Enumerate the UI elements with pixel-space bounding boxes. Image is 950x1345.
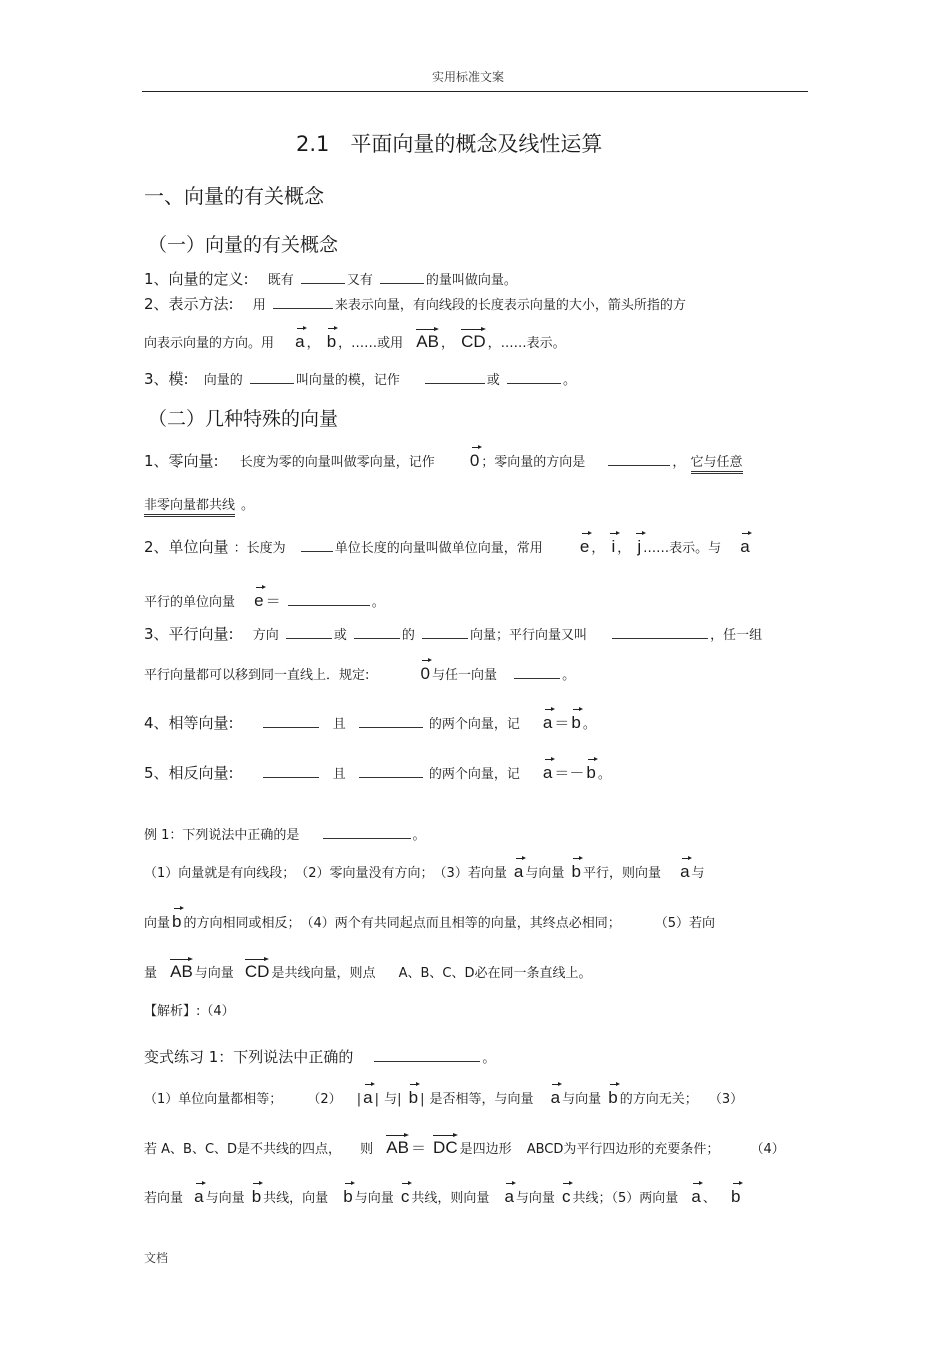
page-footer: 文档 (144, 1251, 169, 1265)
blank (263, 715, 319, 728)
example-1-line-3: 量 AB 与向量 CD 是共线向量，则点 A、B、C、D必在同一条直线上。 (144, 962, 592, 981)
zero-vector-line-2: 非零向量都共线 。 (144, 494, 254, 513)
blank (608, 453, 670, 466)
vector-b: b (730, 1187, 741, 1206)
vector-c: c (400, 1187, 410, 1206)
blank (507, 371, 561, 384)
section-heading: 一、向量的有关概念 (144, 184, 324, 208)
blank (359, 715, 423, 728)
subsection-heading-2: （二）几种特殊的向量 (148, 408, 339, 430)
vector-b: b (586, 763, 596, 782)
zero-vector-line: 1、零向量: 长度为零的向量叫做零向量，记作 0 ；零向量的方向是 ， 它与任意 (144, 450, 743, 471)
blank (301, 539, 333, 552)
vector-b: b (408, 1088, 419, 1107)
vector-b: b (571, 713, 581, 732)
definition-line: 1、向量的定义: 既有 又有 的量叫做向量。 (144, 270, 517, 288)
vector-a: a (740, 537, 750, 556)
vector-CD: CD (461, 332, 486, 351)
blank (263, 765, 319, 778)
unit-vector-line: 2、单位向量 ：长度为 单位长度的向量叫做单位向量，常用 e ， i ， j ……表示。与 a (144, 537, 750, 556)
modulus-line: 3、模: 向量的 叫向量的模，记作 或 。 (144, 370, 577, 388)
vector-c: c (562, 1187, 571, 1206)
example-1-answer: 【解析】:（4） (144, 1004, 235, 1019)
blank (374, 1049, 480, 1062)
vector-b: b (343, 1187, 353, 1206)
blank (250, 371, 294, 384)
representation-line: 2、表示方法: 用 来表示向量，有向线段的长度表示向量的大小，箭头所指的方 (144, 295, 686, 313)
vector-a: a (691, 1187, 701, 1206)
vector-e: e (579, 537, 590, 556)
vector-AB: AB (386, 1138, 409, 1157)
vector-AB: AB (170, 962, 193, 981)
variant-1-line-2: 若 A、B、C、D是不共线的四点， 则 AB ＝ DC 是四边形 ABCD为平行四边形的充要条件； （4） (144, 1138, 785, 1157)
doc-title: 2.1 平面向量的概念及线性运算 (296, 132, 603, 156)
blank (273, 296, 333, 309)
parallel-vector-line: 3、平行向量: 方向 或 的 向量；平行向量又叫 ，任一组 (144, 625, 763, 643)
vector-b: b (608, 1088, 618, 1107)
vector-i: i (611, 537, 616, 556)
blank (380, 271, 424, 284)
page-header: 实用标准文案 (432, 70, 505, 84)
blank (359, 765, 423, 778)
vector-a: a (542, 763, 553, 782)
blank (301, 271, 345, 284)
vector-a: a (550, 1088, 561, 1107)
zero-vector: 0 (469, 451, 480, 470)
opposite-vector-line: 5、相反向量: 且 的两个向量，记 a ＝－ b 。 (144, 763, 611, 782)
vector-a: a (542, 713, 553, 732)
variant-1-line-1: （1）单位向量都相等； （2） | a | 与| b | 是否相等，与向量 a 与向量 b 的方向无关； （3） (144, 1088, 744, 1107)
example-1-line-2: 向量 b 的方向相同或相反； （4）两个有共同起点而且相等的向量，其终点必相同； （5）若向 (144, 912, 716, 931)
vector-a: a (504, 1187, 514, 1206)
blank (425, 371, 485, 384)
vector-CD: CD (244, 962, 270, 981)
zero-vector: 0 (420, 664, 430, 683)
vector-AB: AB (416, 332, 439, 351)
blank (286, 626, 332, 639)
variant-1-question: 变式练习 1：下列说法中正确的 。 (144, 1048, 496, 1066)
subsection-heading-1: （一）向量的有关概念 (148, 234, 339, 256)
vector-a: a (680, 862, 690, 881)
blank (612, 626, 708, 639)
vector-a: a (194, 1187, 204, 1206)
blank (514, 666, 560, 679)
example-1-line-1: （1）向量就是有向线段； （2）零向量没有方向； （3）若向量 a 与向量 b 平行，则向量 a 与 (144, 862, 705, 881)
vector-a: a (513, 862, 524, 881)
blank (422, 626, 468, 639)
blank (323, 826, 411, 839)
variant-1-line-3: 若向量 a 与向量 b 共线，向量 b 与向量 c 共线，则向量 a 与向量 c 共线；（5）两向量 a 、 b (144, 1187, 741, 1206)
vector-b: b (251, 1187, 262, 1206)
vector-DC: DC (433, 1138, 458, 1157)
blank (354, 626, 400, 639)
vector-a: a (363, 1088, 373, 1107)
blank (288, 593, 370, 606)
vector-b: b (326, 332, 337, 351)
vector-b: b (172, 912, 182, 931)
header-rule (142, 91, 808, 92)
equal-vector-line: 4、相等向量: 且 的两个向量，记 a ＝ b 。 (144, 713, 596, 732)
unit-vector-line-2: 平行的单位向量 e ＝ 。 (144, 591, 385, 610)
example-1-question: 例 1：下列说法中正确的是 。 (144, 828, 426, 843)
vector-a: a (295, 332, 305, 351)
vector-e: e (254, 591, 264, 610)
vector-b: b (571, 862, 581, 881)
vector-j: j (637, 537, 642, 556)
representation-line-2: 向表示向量的方向。用 a ， b ，……或用 AB ， CD ，……表示。 (144, 332, 566, 351)
parallel-vector-line-2: 平行向量都可以移到同一直线上．规定: 0 与任一向量 。 (144, 664, 576, 683)
